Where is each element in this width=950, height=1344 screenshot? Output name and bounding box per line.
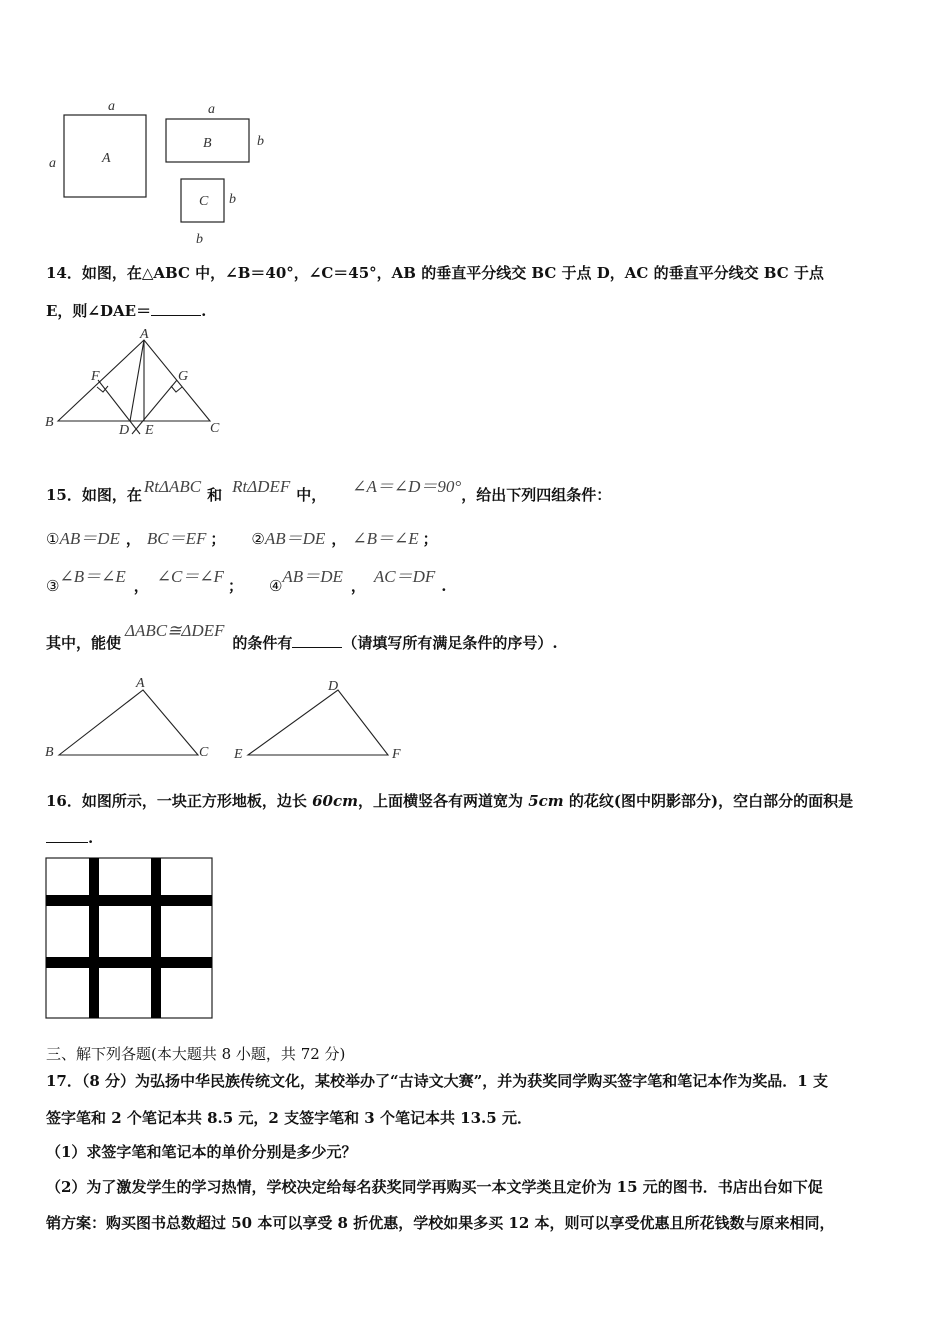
- q14-line2-text: E，则∠DAE＝: [46, 302, 152, 320]
- q15-c1-b: BC＝EF: [146, 529, 207, 548]
- right-angle-G: [171, 386, 182, 392]
- label-B: B: [203, 136, 212, 151]
- q15-c1-a: AB＝DE: [59, 529, 120, 548]
- q17-sub2-line2: 销方案：购买图书总数超过 50 本可以享受 8 折优惠，学校如果多买 12 本，则可以享受优惠且所花钱数与原来相同，: [46, 1214, 835, 1232]
- q15-c2-sep: ，: [331, 530, 347, 548]
- fig14-label-C: C: [210, 421, 220, 436]
- q15-c4-a: AB＝DE: [282, 567, 343, 586]
- q14-line1: 14．如图，在△ABC 中，∠B＝40°，∠C＝45°，AB 的垂直平分线交 BC 于点 D，AC 的垂直平分线交 BC 于点: [46, 264, 824, 282]
- q16-p2: ，上面横竖各有两道宽为: [358, 792, 529, 810]
- q16-answer-blank: [46, 828, 88, 843]
- q15-q-suffix: （请填写所有满足条件的序号）.: [342, 634, 558, 652]
- horizontal-stripe-1: [46, 895, 212, 906]
- q16-p1: 16．如图所示，一块正方形地板，边长: [46, 792, 313, 810]
- fig15-label-E: E: [234, 747, 243, 762]
- label-C: C: [199, 194, 209, 209]
- q17-sub1: （1）求签字笔和笔记本的单价分别是多少元？: [46, 1143, 357, 1161]
- q15-question: [46, 620, 558, 652]
- q15-c2-num: ②: [251, 530, 265, 548]
- q14-line2: [46, 300, 206, 321]
- q15-suffix: ，给出下列四组条件：: [461, 486, 612, 504]
- q17-line1: 17．（8 分）为弘扬中华民族传统文化，某校举办了“古诗文大赛”，并为获奖同学购买签字笔和笔记本作为奖品．1 支: [46, 1072, 828, 1090]
- q15-c1-end: ；: [210, 530, 226, 548]
- q15-angle-cond: ∠A＝∠D＝90°: [352, 477, 462, 496]
- fig14-triangle: [40, 328, 230, 440]
- bisector-GE: [132, 380, 177, 434]
- q16-end: .: [88, 829, 94, 847]
- vertical-stripe-2: [151, 858, 161, 1018]
- fig14-label-F: F: [91, 369, 100, 384]
- fig15-label-C: C: [199, 745, 209, 760]
- q15-c2-a: AB＝DE: [264, 529, 326, 548]
- q15-c4-end: .: [441, 577, 447, 595]
- q15-c1-sep: ，: [125, 530, 141, 548]
- triangle-ABC-fig15: [59, 690, 198, 755]
- q15-and: 和: [207, 486, 223, 504]
- fig16-floor: [45, 857, 215, 1021]
- q15-conditions-row2: [46, 562, 447, 595]
- q15-tri2: RtΔDEF: [232, 477, 291, 496]
- q15-c4-num: ④: [268, 577, 283, 595]
- q15-c2-b: ∠B＝∠E: [352, 529, 419, 548]
- q16-line2: [46, 828, 93, 847]
- fig15-label-A: A: [136, 676, 145, 691]
- q15-c3-end: ；: [227, 577, 243, 595]
- q17-line2: 签字笔和 2 个笔记本共 8.5 元，2 支签字笔和 3 个笔记本共 13.5 元．: [46, 1109, 532, 1127]
- label-A: A: [102, 151, 111, 166]
- label-a-top-A: a: [108, 99, 115, 114]
- q15-c3-b: ∠C＝∠F: [156, 567, 224, 586]
- fig15-label-D: D: [328, 679, 339, 694]
- q15-c2-end: ；: [422, 530, 438, 548]
- q16-line1: [46, 790, 853, 811]
- q15-c4-b: AC＝DF: [373, 567, 436, 586]
- q15-line1: [46, 472, 612, 504]
- q15-c4-sep: ，: [350, 577, 366, 595]
- q16-len: 60cm: [312, 792, 358, 810]
- fig15-label-F: F: [392, 747, 401, 762]
- label-a-left-A: a: [49, 156, 56, 171]
- label-b-right-B: b: [257, 134, 264, 149]
- q15-c3-sep: ，: [133, 577, 149, 595]
- q16-width: 5cm: [528, 792, 564, 810]
- fig14-label-D: D: [119, 423, 130, 438]
- label-b-right-C: b: [229, 192, 236, 207]
- fig15-label-B: B: [45, 745, 54, 760]
- q15-c3-num: ③: [46, 577, 60, 595]
- fig14-label-G: G: [178, 369, 189, 384]
- q15-conditions-row1: [46, 524, 438, 549]
- fig15-triangles: [40, 672, 420, 767]
- q17-sub2-line1: （2）为了激发学生的学习热情，学校决定给每名获奖同学再购买一本文学类且定价为 15 元的图书．书店出台如下促: [46, 1178, 823, 1196]
- q15-q-mid: 的条件有: [232, 634, 293, 652]
- fig14-label-E: E: [145, 423, 154, 438]
- segment-AD: [130, 340, 144, 421]
- q15-q-prefix: 其中，能使: [46, 634, 122, 652]
- fig14-label-A: A: [140, 328, 149, 342]
- horizontal-stripe-2: [46, 957, 212, 968]
- label-b-bottom-C: b: [196, 232, 203, 247]
- q15-prefix: 15．如图，在: [46, 486, 142, 504]
- section-3-heading: 三、解下列各题(本大题共 8 小题，共 72 分): [46, 1045, 346, 1063]
- triangle-DEF-fig15: [248, 690, 388, 755]
- fig13-squares: [40, 95, 280, 250]
- q15-mid: 中，: [296, 486, 327, 504]
- q15-c3-a: ∠B＝∠E: [59, 567, 126, 586]
- q15-answer-blank: [292, 633, 342, 648]
- q15-congruence: ΔABC≅ΔDEF: [125, 621, 225, 640]
- q14-line2-end: .: [201, 302, 207, 320]
- q15-tri1: RtΔABC: [143, 477, 202, 496]
- q14-answer-blank: [151, 301, 201, 316]
- q16-p3: 的花纹(图中阴影部分)，空白部分的面积是: [563, 792, 854, 810]
- fig14-label-B: B: [45, 415, 54, 430]
- floor-square: [46, 858, 212, 1018]
- label-a-top-B: a: [208, 102, 215, 117]
- vertical-stripe-1: [89, 858, 99, 1018]
- q15-c1-num: ①: [46, 530, 60, 548]
